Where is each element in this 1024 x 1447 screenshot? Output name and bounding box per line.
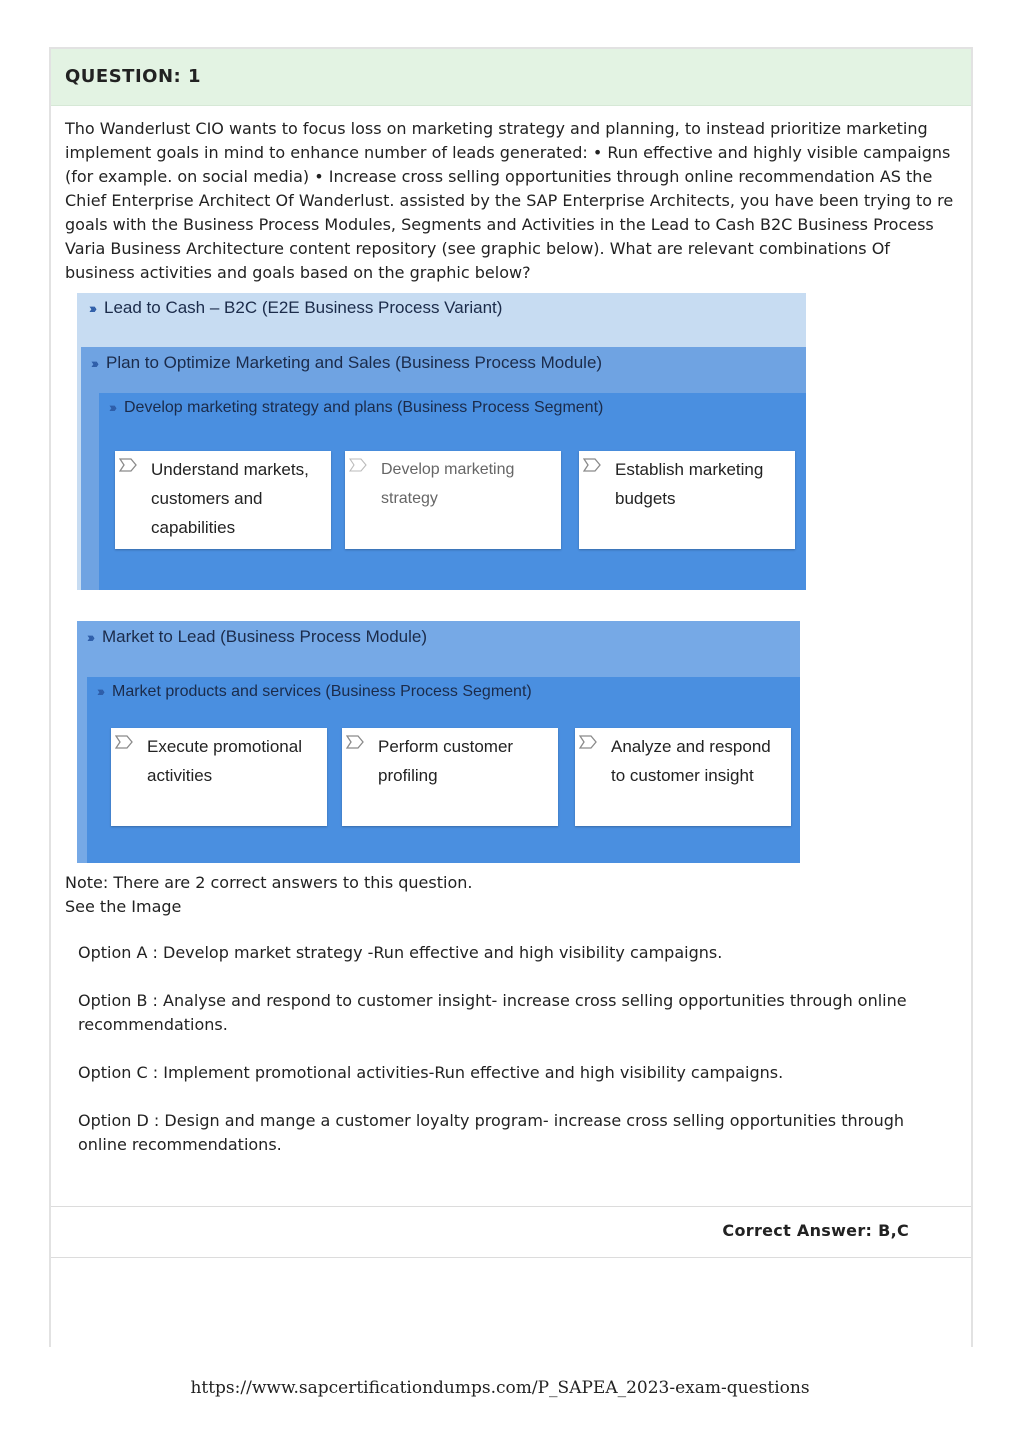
segment-develop-strategy: [99, 393, 806, 590]
option-d: Option D : Design and mange a customer loyalty program- increase cross selling opportunities through online recommendations.: [78, 1111, 905, 1154]
activity-label: Develop marketing strategy: [381, 461, 515, 507]
process-step-icon: [349, 458, 367, 472]
note: [65, 871, 472, 919]
chevron-icon: ›››: [97, 683, 102, 699]
process-step-icon: [115, 735, 133, 749]
note-line: See the Image: [65, 897, 182, 916]
divider: [51, 1206, 971, 1207]
process-step-icon: [119, 458, 137, 472]
activity-label: Understand markets, customers and capabilities: [151, 460, 309, 537]
process-diagram: [77, 293, 807, 863]
activity-label: Analyze and respond to customer insight: [611, 737, 771, 785]
activity-box: [345, 451, 561, 549]
process-step-icon: [346, 735, 364, 749]
segment-market-products: [87, 677, 800, 863]
question-title: QUESTION: 1: [65, 66, 202, 87]
e2e-variant-block: [77, 293, 806, 590]
variant-title: ››› Lead to Cash – B2C (E2E Business Process Variant): [89, 298, 503, 317]
option-a: Option A : Develop market strategy -Run effective and high visibility campaigns.: [78, 943, 723, 962]
activity-box: [111, 728, 327, 826]
activity-box: [115, 451, 331, 549]
footer-url[interactable]: https://www.sapcertificationdumps.com/P_SAPEA_2023-exam-questions: [190, 1378, 810, 1398]
activity-box: [575, 728, 791, 826]
chevron-icon: ›››: [87, 629, 92, 645]
activity-label: Establish marketing budgets: [615, 460, 764, 508]
question-text: Tho Wanderlust CIO wants to focus loss on marketing strategy and planning, to instead prioritize marketing implement goals in mind to enhance number of leads generated: • Run effective and highly visible campaigns (for example. on social media) • Increase cross selling opportunities through online recommendation AS the Chief Enterprise Architect Of Wanderlust. assisted by the SAP Enterprise Architects, you have been trying to re goals with the Business Process Modules, Segments and Activities in the Lead to Cash B2C Business Process Varia Business Architecture content repository (see graphic below). What are relevant combinations Of business activities and goals based on the graphic below?: [65, 119, 954, 282]
divider: [51, 1257, 971, 1258]
activity-label: Perform customer profiling: [378, 737, 514, 785]
module-plan-optimize: [81, 347, 806, 590]
segment2-title: ››› Market products and services (Business Process Segment): [97, 683, 532, 700]
activity-box: [579, 451, 795, 549]
chevron-icon: ›››: [91, 355, 96, 371]
process-step-icon: [583, 458, 601, 472]
correct-answer: Correct Answer: B,C: [722, 1221, 909, 1240]
question-card: [49, 47, 973, 1347]
option-c: Option C : Implement promotional activities-Run effective and high visibility campaigns.: [78, 1063, 784, 1082]
chevron-icon: ›››: [109, 399, 114, 415]
option-b: Option B : Analyse and respond to customer insight- increase cross selling opportunities through online recommendations.: [78, 991, 907, 1034]
activity-label: Execute promotional activities: [147, 737, 302, 785]
module-market-to-lead: [77, 621, 800, 863]
chevron-icon: ›››: [89, 300, 94, 316]
activity-box: [342, 728, 558, 826]
module2-title: ››› Market to Lead (Business Process Module): [87, 627, 428, 646]
module1-title: ››› Plan to Optimize Marketing and Sales (Business Process Module): [91, 353, 603, 372]
note-line: Note: There are 2 correct answers to this question.: [65, 873, 473, 892]
question-header: [51, 49, 971, 106]
process-step-icon: [579, 735, 597, 749]
segment1-title: ››› Develop marketing strategy and plans (Business Process Segment): [109, 399, 604, 416]
